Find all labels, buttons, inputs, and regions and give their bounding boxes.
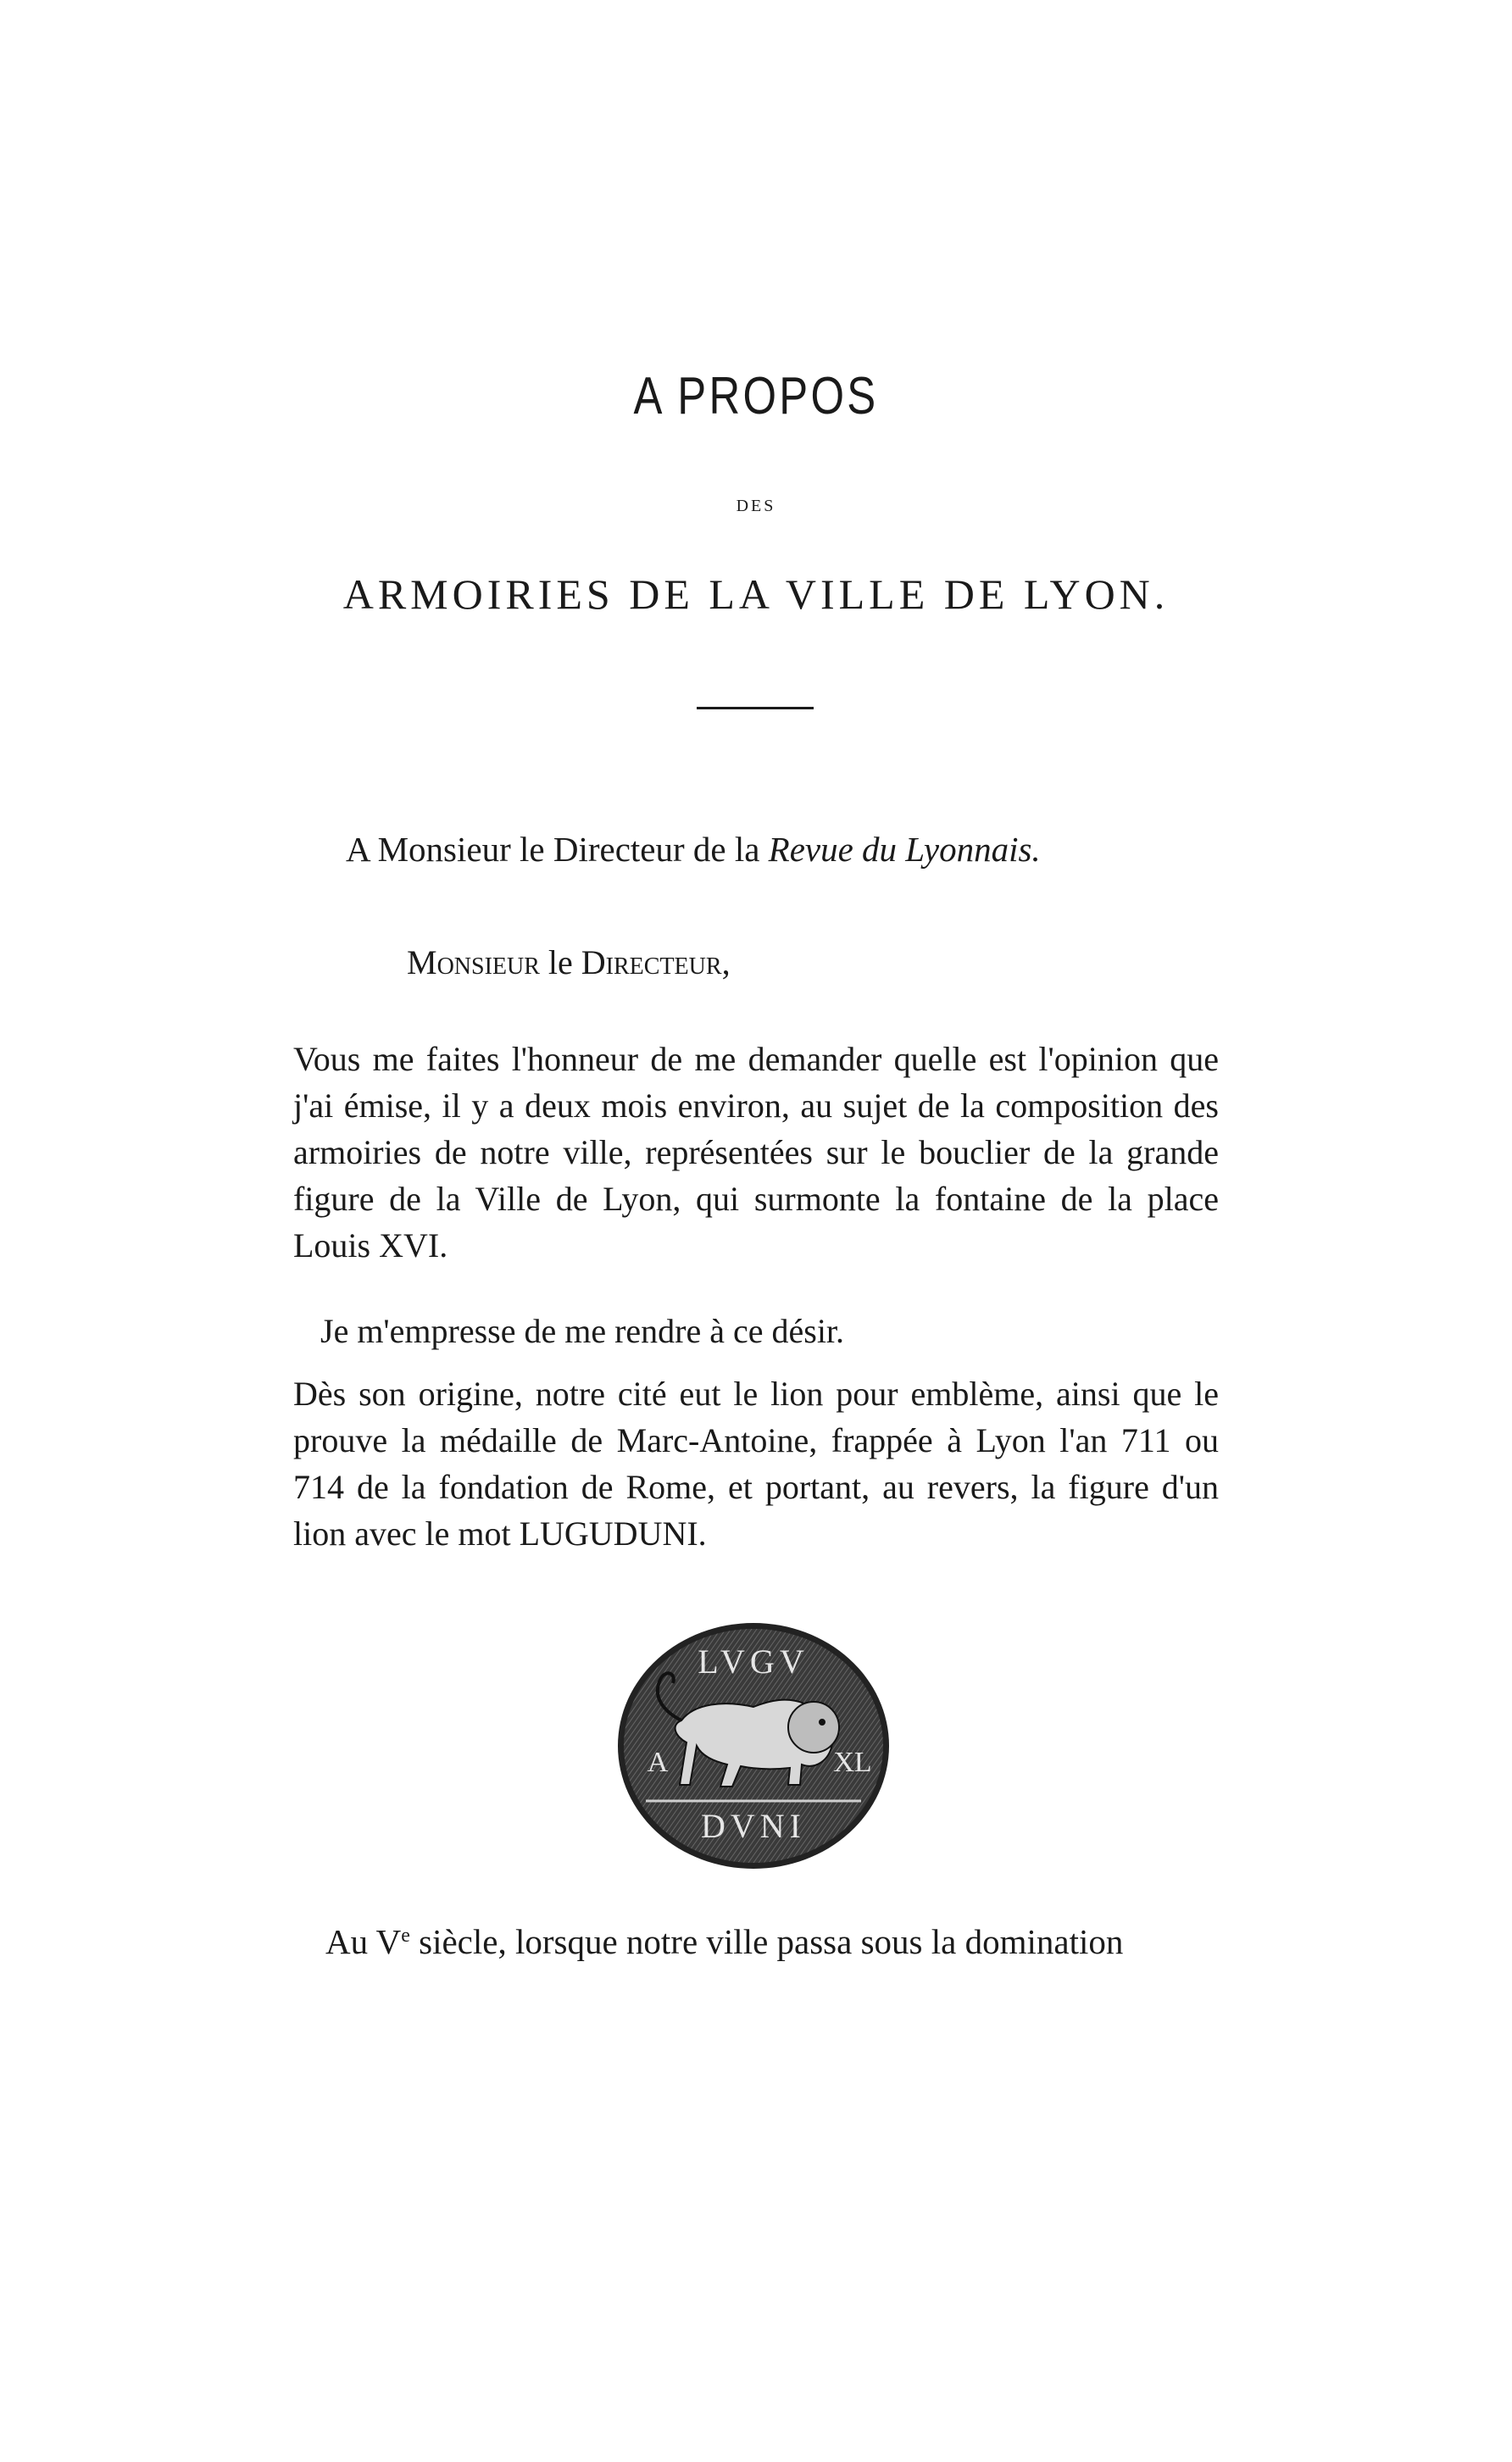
coin-top-legend: LVGV	[698, 1642, 809, 1681]
paragraph-text: Je m'empresse de me rendre à ce désir.	[320, 1312, 845, 1350]
line-prefix: Au V	[325, 1922, 402, 1961]
line-text: siècle, lorsque notre ville passa sous la domination	[409, 1922, 1124, 1961]
page-subtitle: ARMOIRIES DE LA VILLE DE LYON.	[342, 570, 1170, 618]
letter-salutation	[407, 942, 731, 982]
paragraph-4-start	[325, 1921, 1123, 1962]
journal-name: Revue du Lyonnais.	[768, 830, 1041, 869]
coin-lion-illustration	[614, 1619, 893, 1873]
coin-left-letter: A	[647, 1747, 669, 1778]
paragraph-3	[293, 1370, 1219, 1557]
address-prefix: A Monsieur le Directeur de la	[346, 830, 769, 869]
title-divider	[697, 707, 814, 709]
letter-address	[346, 829, 1041, 870]
salutation-word-le: le	[539, 943, 581, 981]
paragraph-1	[293, 1036, 1219, 1269]
century-superscript: e	[401, 1925, 410, 1947]
salutation-suffix: ,	[721, 943, 731, 981]
salutation-word-monsieur: Monsieur	[407, 943, 540, 981]
coin-right-letters: XL	[833, 1747, 872, 1778]
page-title: A PROPOS	[633, 367, 879, 425]
paragraph-text: Dès son origine, notre cité eut le lion pour emblème, ainsi que le prouve la médaille de Marc-Antoine, frappée à Lyon l'an 711 ou 714 de la fondation de Rome, et portant, au revers, la figure d'un lion avec le mot LUGUDUNI.	[293, 1375, 1219, 1553]
salutation-word-directeur: Directeur	[581, 943, 722, 981]
coin-bottom-legend: DVNI	[701, 1807, 806, 1845]
title-connector: DES	[736, 497, 776, 515]
paragraph-2	[320, 1308, 1246, 1354]
paragraph-text: Vous me faites l'honneur de me demander quelle est l'opinion que j'ai émise, il y a deux mois environ, au sujet de la composition des armoiries de notre ville, représentées sur le bouclier de la grande figure de la Ville de Lyon, qui surmonte la fontaine de la place Louis XVI.	[293, 1040, 1219, 1264]
